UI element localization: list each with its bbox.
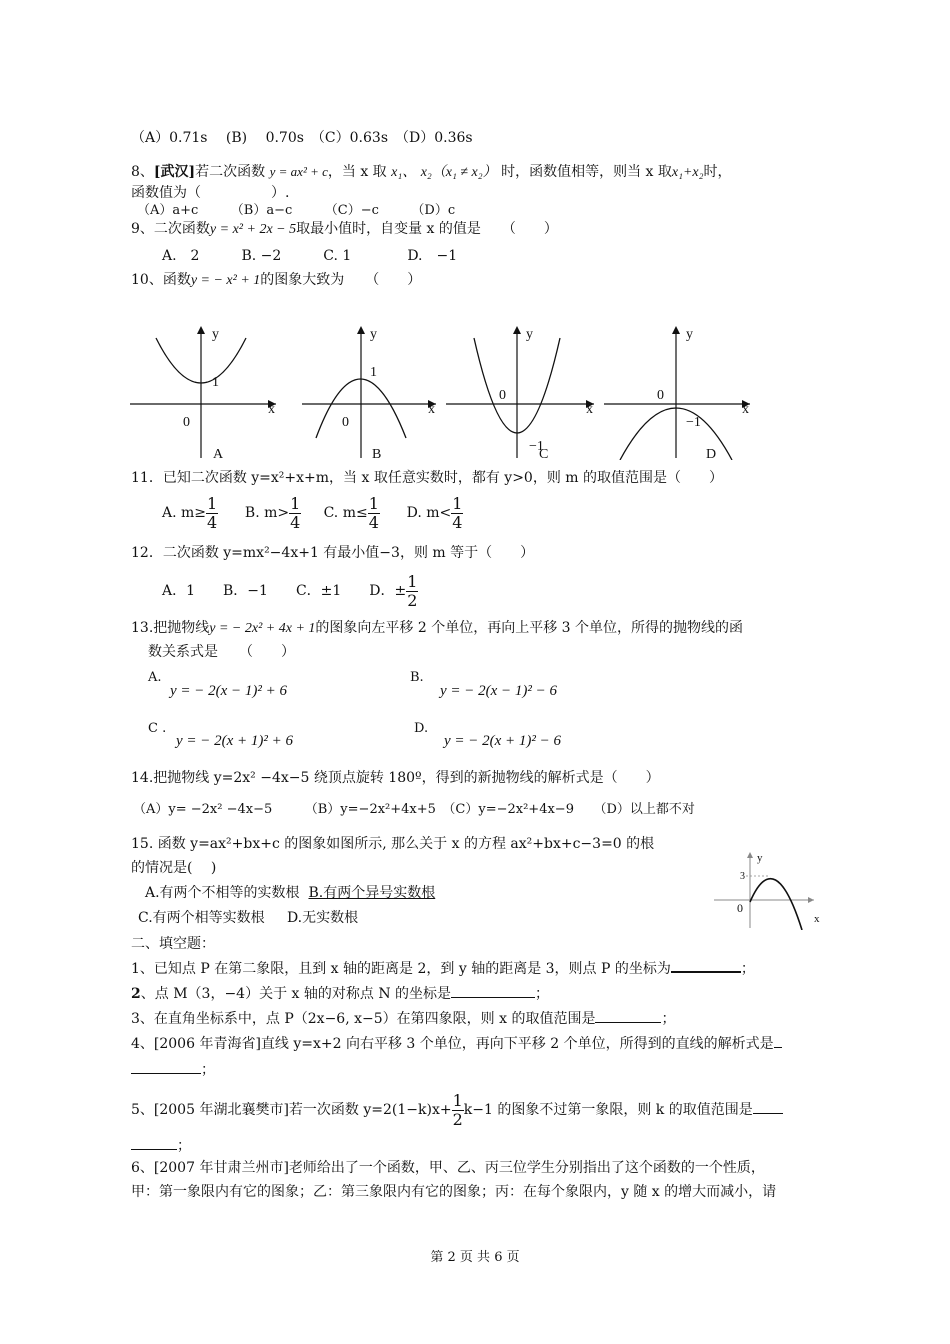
q8-line2: 函数值为（ ）.	[131, 185, 290, 201]
graph-c-origin: 0	[499, 388, 506, 403]
frac-den: 4	[290, 512, 301, 532]
fill-3-blank[interactable]	[595, 1022, 661, 1023]
graph-b-y-label: y	[370, 327, 377, 342]
q9-text1: 9、二次函数	[131, 221, 210, 237]
graph-d-minus-one: −1	[686, 415, 701, 430]
fill-1	[131, 959, 755, 979]
fill-6-line2: 甲：第一象限内有它的图象；乙：第三象限内有它的图象；丙：在每个象限内，y 随 x 的增大而减小，请	[131, 1184, 777, 1200]
fill-4-cont	[131, 1060, 215, 1080]
q13-formula: y = − 2x² + 4x + 1	[209, 621, 316, 636]
q15-graph	[710, 850, 840, 930]
q8-text4: 时，	[703, 164, 732, 180]
fill-2-tail: ；	[535, 986, 550, 1002]
q9-formula: y = x² + 2x − 5	[209, 222, 297, 237]
q8-source: [武汉]	[153, 164, 196, 180]
q15-graph-x: x	[814, 913, 820, 925]
graph-b-one: 1	[370, 365, 377, 380]
q9-text2: 取最小值时，自变量 x 的值是 （ ）	[296, 221, 558, 237]
q13-text1: 13.把抛物线	[131, 620, 210, 636]
q10-text1: 10、函数	[131, 272, 191, 288]
fill-5-blank-a[interactable]	[753, 1113, 783, 1114]
q15-graph-zero: 0	[737, 901, 743, 915]
graph-d-label: D	[706, 447, 717, 460]
frac-num: 1	[368, 493, 379, 513]
graph-a	[130, 326, 276, 460]
q14-options: （A）y= −2x² −4x−5 （B）y=−2x²+4x+5 （C）y=−2x²+4x−9 （D）以上都不对	[133, 802, 695, 817]
fill-2-text: 、点 M（3，−4）关于 x 轴的对称点 N 的坐标是	[140, 986, 452, 1002]
graph-d-x-label: x	[742, 402, 749, 417]
q11-frac-b	[289, 495, 301, 532]
q13-a-formula: y = − 2(x − 1)² + 6	[170, 683, 288, 699]
graph-a-origin: 0	[183, 415, 190, 430]
graph-d-y-label: y	[686, 327, 693, 342]
q9-line	[131, 219, 558, 240]
fill-6-line1: 6、[2007 年甘肃兰州市]老师给出了一个函数，甲、乙、丙三位学生分别指出了这个函数的一个性质，	[131, 1160, 765, 1176]
q11-text: 11．已知二次函数 y=x²+x+m，当 x 取任意实数时，都有 y>0，则 m 的取值范围是（ ）	[131, 470, 724, 486]
q13-c-label: C .	[148, 721, 167, 736]
q11-option-d: D. m<	[406, 505, 452, 521]
fill-5	[131, 1090, 783, 1130]
graph-d	[604, 326, 750, 460]
frac-den: 2	[407, 590, 418, 610]
q15-graph-three: 3	[740, 871, 745, 882]
q10-formula: y = − x² + 1	[190, 273, 261, 288]
frac-den: 4	[368, 512, 379, 532]
q11-option-a: A. m≥	[162, 505, 207, 521]
graph-c-y-label: y	[526, 327, 533, 342]
q13-line2: 数关系式是 （ ）	[148, 644, 295, 660]
q13-b-formula: y = − 2(x − 1)² − 6	[440, 683, 558, 699]
q8-text2: ，当 x 取	[327, 164, 387, 180]
q8-text3: 时，函数值相等，则当 x 取	[501, 164, 672, 180]
fill-2-number: 2	[131, 986, 141, 1002]
q13-c-formula: y = − 2(x + 1)² + 6	[176, 733, 294, 749]
q13-text2: 的图象向左平移 2 个单位，再向上平移 3 个单位，所得的抛物线的函	[315, 620, 744, 636]
q13-d-label: D.	[414, 721, 429, 736]
page-footer: 第 2 页 共 6 页	[430, 1250, 520, 1265]
fill-3-text: 3、在直角坐标系中，点 P（2x−6, x−5）在第四象限，则 x 的取值范围是	[131, 1011, 596, 1027]
q8-x2-condition: x₂（x₁ ≠ x₂）	[420, 165, 497, 180]
q8-text1: 若二次函数	[195, 164, 266, 180]
q10-line	[131, 270, 421, 291]
fill-2-blank[interactable]	[451, 997, 535, 998]
q13-line1	[131, 618, 743, 639]
q10-text2: 的图象大致为 （ ）	[260, 272, 422, 288]
q12-frac	[406, 573, 418, 610]
q8-options: （A）a+c （B）a−c （C）−c （D）c	[137, 203, 456, 218]
fill-1-blank[interactable]	[671, 971, 741, 973]
q12-options	[162, 571, 418, 611]
q15-option-b: B.有两个异号实数根	[308, 885, 436, 901]
fill-4	[131, 1034, 782, 1054]
q15-option-d: D.无实数根	[286, 910, 359, 926]
fill-4-blank-b[interactable]	[131, 1073, 201, 1074]
frac-num: 1	[452, 1090, 463, 1110]
fill-5-text-a: 5、[2005 年湖北襄樊市]若一次函数 y=2(1−k)x+	[131, 1102, 452, 1118]
frac-num: 1	[290, 493, 301, 513]
graph-b-origin: 0	[342, 415, 349, 430]
graph-a-label: A	[213, 447, 224, 460]
fill-1-text: 1、已知点 P 在第二象限，且到 x 轴的距离是 2，到 y 轴的距离是 3，则点 P 的坐标为	[131, 961, 671, 977]
graph-b	[302, 326, 436, 460]
q11-option-c: C. m≤	[323, 505, 368, 521]
q15-text: 15. 函数 y=ax²+bx+c 的图象如图所示, 那么关于 x 的方程 ax²+bx+c−3=0 的根	[131, 836, 655, 852]
graph-c-minus-one: −1	[529, 439, 544, 454]
frac-num: 1	[207, 493, 218, 513]
q12-options-text: A．1 B．−1 C．±1 D．±	[162, 583, 407, 599]
q14-text: 14.把抛物线 y=2x² −4x−5 绕顶点旋转 180º，得到的新抛物线的解析式是（ ）	[131, 770, 660, 786]
fill-1-tail: ；	[740, 961, 755, 977]
fill-4-tail: ；	[201, 1062, 215, 1078]
q8-line1	[131, 162, 731, 183]
q11-option-b: B. m>	[244, 505, 290, 521]
graph-a-x-label: x	[268, 402, 275, 417]
fill-5-text-b: k−1 的图象不过第一象限，则 k 的取值范围是	[463, 1102, 753, 1118]
fill-5-blank-b[interactable]	[131, 1149, 177, 1150]
frac-num: 1	[407, 571, 418, 591]
fill-5-cont	[131, 1136, 191, 1156]
graph-c	[446, 326, 594, 460]
frac-num: 1	[452, 493, 463, 513]
q15-options-row2	[138, 908, 358, 928]
fill-2	[131, 984, 549, 1004]
graph-c-label: C	[539, 447, 549, 460]
fill-3	[131, 1009, 675, 1029]
q8-number: 8、	[131, 164, 154, 180]
q7-options: （A）0.71s (B) 0.70s （C）0.63s （D）0.36s	[131, 130, 473, 146]
q15-option-a: A.有两个不相等的实数根	[145, 885, 300, 901]
q11-frac-c	[368, 495, 380, 532]
section-2-title: 二、填空题：	[131, 936, 215, 952]
q8-formula: y = ax² + c	[269, 164, 328, 179]
graph-a-y-label: y	[212, 327, 219, 342]
q13-a-label: A.	[148, 670, 162, 685]
q12-text: 12．二次函数 y=mx²−4x+1 有最小值−3，则 m 等于（ ）	[131, 545, 535, 561]
q9-options: A. 2 B. −2 C. 1 D. −1	[162, 248, 458, 264]
fill-4-blank-a[interactable]	[774, 1047, 782, 1048]
graph-c-x-label: x	[586, 402, 593, 417]
fill-4-text: 4、[2006 年青海省]直线 y=x+2 向右平移 3 个单位，再向下平移 2 个单位，所得到的直线的解析式是	[131, 1036, 774, 1052]
q10-graphs	[0, 320, 950, 460]
fill-5-tail: ；	[177, 1138, 191, 1154]
q11-frac-d	[451, 495, 463, 532]
frac-den: 4	[207, 512, 218, 532]
q11-options	[162, 493, 463, 533]
fill-5-frac	[452, 1092, 464, 1129]
graph-d-origin: 0	[657, 388, 664, 403]
graph-b-label: B	[372, 447, 382, 460]
fill-3-tail: ；	[661, 1011, 676, 1027]
graph-b-x-label: x	[428, 402, 435, 417]
graph-a-one: 1	[212, 375, 219, 390]
q15-option-c: C.有两个相等实数根	[138, 910, 265, 926]
q15-graph-y: y	[757, 852, 763, 864]
q13-d-formula: y = − 2(x + 1)² − 6	[444, 733, 562, 749]
q15-options-row1	[145, 883, 435, 903]
q11-frac-a	[206, 495, 218, 532]
q15-line2: 的情况是( )	[131, 860, 217, 876]
frac-den: 2	[452, 1109, 463, 1129]
q13-b-label: B.	[410, 670, 424, 685]
q8-x1: x₁、	[391, 165, 417, 180]
q8-sum: x₁+x₂	[671, 165, 704, 180]
frac-den: 4	[452, 512, 463, 532]
